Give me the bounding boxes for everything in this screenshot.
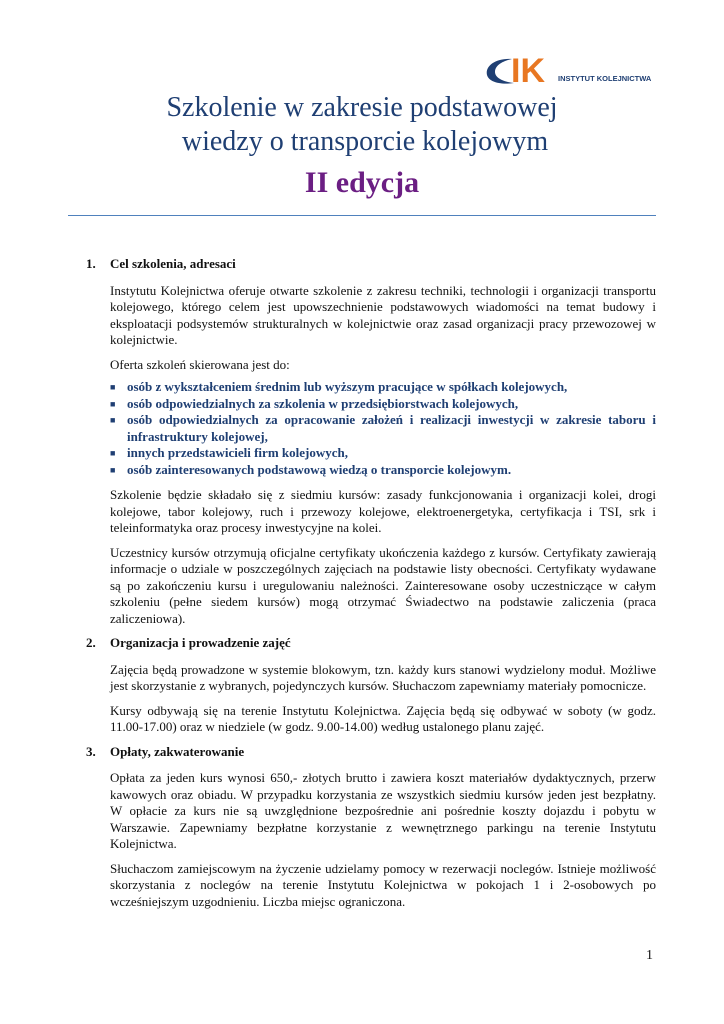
page-title-line-1: Szkolenie w zakresie podstawowej [166,92,558,123]
square-bullet-icon: ■ [110,398,116,409]
edition-label: II edycja [304,166,420,199]
section-fees [86,744,656,911]
square-bullet-icon: ■ [110,415,116,425]
list-item: ■ innych przedstawicieli firm kolejowych, [110,445,348,460]
section-number: 3. [86,743,96,759]
section-goal [86,256,656,627]
section-number: 2. [86,635,96,650]
list-item: ■ osób odpowiedzialnych za opracowanie założeń i realizacji inwestycji w zakresie taboru i infrastruktury kolejowej, [110,412,656,444]
paragraph: Słuchaczom zamiejscowym na życzenie udzielamy pomocy w rezerwacji noclegów. Istnieje możliwość skorzystania z noclegów na terenie Instytutu Kolejnictwa w pokojach 1 i 2-osobowych po wcześniejszym uzgodnieniu. Liczba miejsc ograniczona. [110,860,656,909]
square-bullet-icon: ■ [110,448,116,458]
paragraph: Szkolenie będzie składało się z siedmiu kursów: zasady funkcjonowania i organizacji kolei, drogi kolejowe, tabor kolejowy, ruch i przewozy kolejowe, elektroenergetyka, certyfikacja i TSI, srk i teleinformatyka oraz procesy inwestycyjne na kolei. [110,487,656,535]
paragraph: Kursy odbywają się na terenie Instytutu Kolejnictwa. Zajęcia będą się odbywać w soboty (w godz. 11.00-17.00) oraz w niedziele (w godz. 9.00-14.00) według ustalonego planu zajęć. [110,702,656,734]
section-heading [86,635,656,652]
section-title: Organizacja i prowadzenie zajęć [110,635,291,650]
logo-letters: IK [511,52,545,90]
section-title: Opłaty, zakwaterowanie [110,743,245,759]
section-organization [86,635,656,736]
institute-logo [484,50,674,90]
logo-graphic [484,50,674,90]
paragraph: Uczestnicy kursów otrzymują oficjalne certyfikaty ukończenia każdego z kursów. Certyfikaty zawierają informacje o udziale w poszczególnych zajęciach na podstawie listy obecności. Certyfikaty wydawane są po zakończeniu kursu i uregulowaniu należności. Zainteresowane osoby uczestniczące w całym szkoleniu (pełne siedem kursów) mogą otrzymać Świadectwo na podstawie zaliczenia (praca zaliczeniowa). [110,544,656,626]
paragraph: Zajęcia będą prowadzone w systemie blokowym, tzn. każdy kurs stanowi wydzielony moduł. Możliwe jest skorzystanie z wybranych, pojedynczych kursów. Słuchaczom zapewniamy materiały pomocnicze. [110,661,656,693]
list-item: ■ osób odpowiedzialnych za szkolenia w przedsiębiorstwach kolejowych, [110,395,519,411]
page-number: 1 [646,948,653,963]
square-bullet-icon: ■ [110,382,116,392]
section-heading [86,256,656,273]
paragraph: Oferta szkoleń skierowana jest do: [110,356,290,372]
document-body [86,256,656,918]
logo-arc-icon [487,59,514,84]
section-number: 1. [86,256,96,271]
square-bullet-icon: ■ [110,464,116,475]
title-divider [68,215,656,216]
paragraph: Opłata za jeden kurs wynosi 650,- złotych brutto i zawiera koszt materiałów dydaktycznych, przerw kawowych oraz obiadu. W przypadku korzystania ze wszystkich siedmiu kursów jeden jest bezpłatny. W opłacie za kurs nie są uwzględnione bezpośrednie ani pośrednie koszty dojazdu i pobytu w Warszawie. Zapewniamy bezpłatne korzystanie z wewnętrznego parkingu na terenie Instytutu Kolejnictwa. [110,770,656,851]
section-heading [86,744,656,761]
logo-subtitle: INSTYTUT KOLEJNICTWA [558,74,652,83]
list-item: ■ osób zainteresowanych podstawową wiedzą o transporcie kolejowym. [110,461,512,477]
page-title-line-2: wiedzy o transporcie kolejowym [181,126,549,157]
audience-list [110,379,656,478]
section-title: Cel szkolenia, adresaci [110,256,236,271]
paragraph: Instytutu Kolejnictwa oferuje otwarte szkolenie z zakresu techniki, technologii i organizacji transportu kolejowego, którego celem jest upowszechnienie podstawowych wiadomości na temat budowy i eksploatacji podsystemów strukturalnych w kolejnictwie oraz zasad organizacji pracy przewozowej w kolejnictwie. [110,282,656,347]
list-item: ■ osób z wykształceniem średnim lub wyższym pracujące w spółkach kolejowych, [110,379,568,394]
